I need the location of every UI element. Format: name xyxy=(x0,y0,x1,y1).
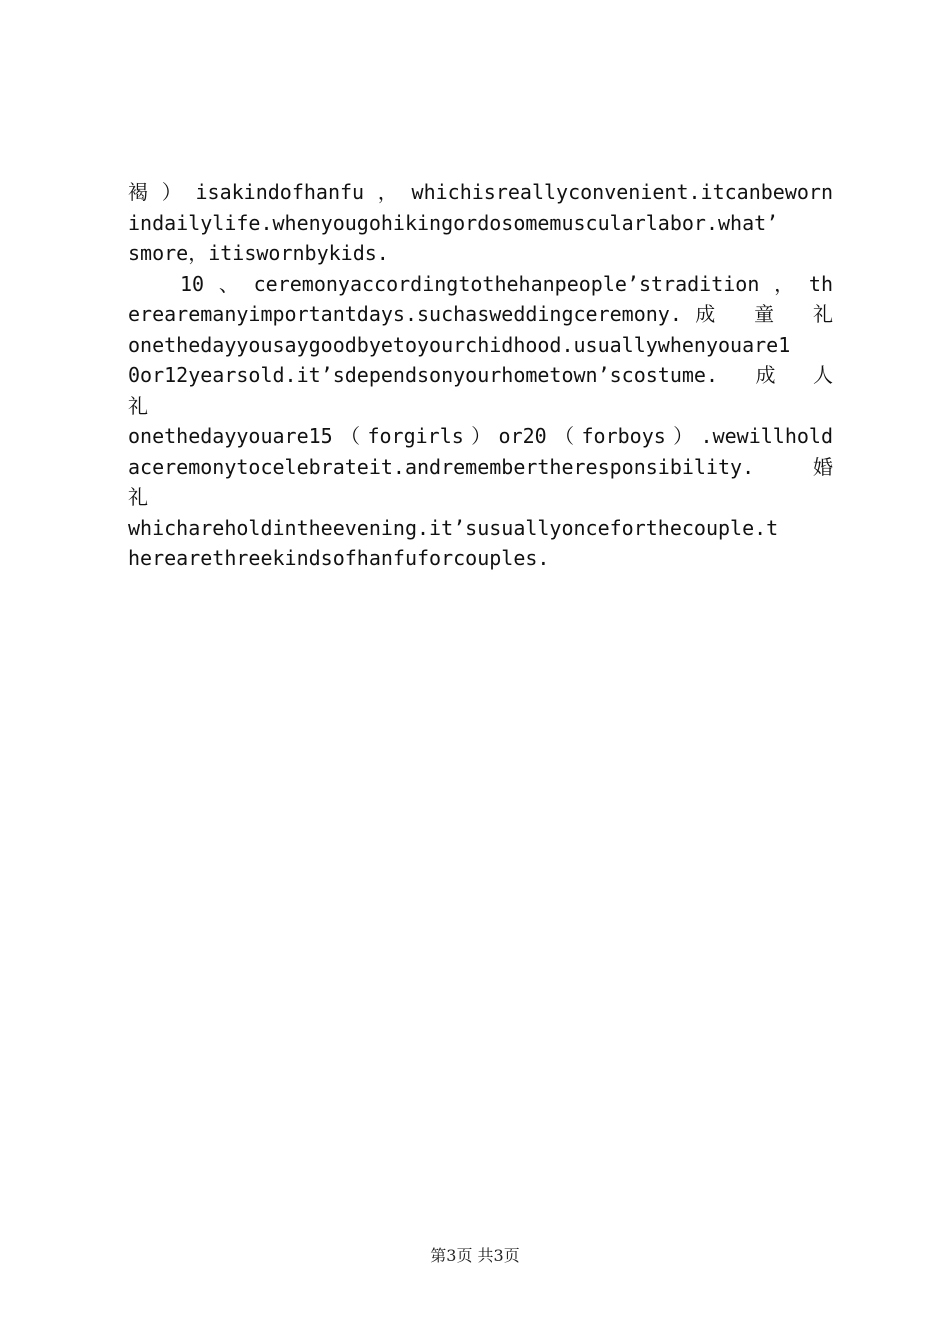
text-line: indailylife.whenyougohikingordosomemuscularlabor.what’ xyxy=(128,210,779,235)
page-total: 共3页 xyxy=(477,1246,520,1265)
text-line: 褐）isakindofhanfu，whichisreallyconvenient.itcanbeworn xyxy=(128,180,833,204)
text-line: 0or12yearsold.it’sdependsonyourhometown’scostume.成人 xyxy=(128,363,833,387)
text-line: herearethreekindsofhanfuforcouples. xyxy=(128,546,550,570)
text-line: erearemanyimportantdays.suchasweddingceremony.成 童 礼 xyxy=(128,302,833,326)
body-text xyxy=(128,177,833,574)
text-line: smore，itiswornbykids. xyxy=(128,241,389,265)
page-footer xyxy=(0,1243,950,1266)
text-line: 礼 xyxy=(128,485,148,509)
text-line: onethedayyouare15（forgirls）or20（forboys）.wewillhold xyxy=(128,424,833,448)
page-number: 第3页 xyxy=(430,1246,473,1265)
text-line: 礼 xyxy=(128,393,148,418)
text-line: 10、ceremonyaccordingtothehanpeople’stradition，th xyxy=(180,271,833,296)
text-line: aceremonytocelebrateit.andremembertheresponsibility. 婚 xyxy=(128,454,833,479)
text-line: onethedayyousaygoodbyetoyourchidhood.usuallywhenyouare1 xyxy=(128,332,791,357)
text-line: whichareholdintheevening.it’susuallyonceforthecouple.t xyxy=(128,515,779,540)
